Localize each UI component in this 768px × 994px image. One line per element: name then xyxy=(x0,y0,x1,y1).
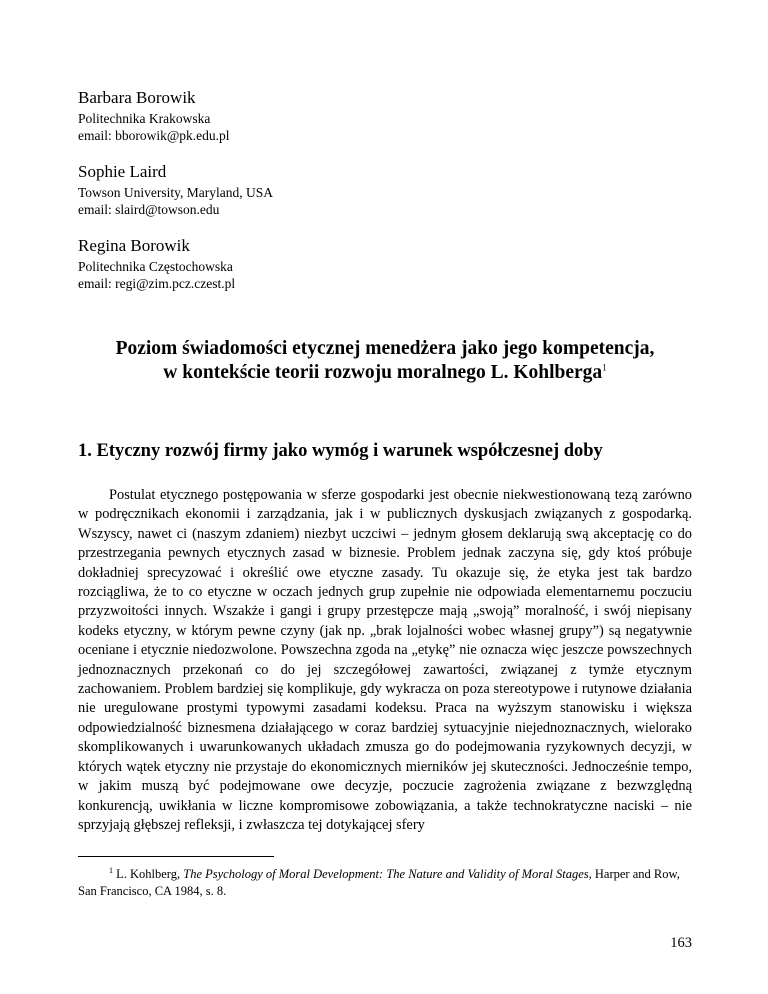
body-paragraph: Postulat etycznego postępowania w sferze gospodarki jest obecnie niekwestionowaną tezą zarówno w podręcznikach ekonomii i zarządzania, jak i w publicznych dyskusjach związanych z gospodarką. Wszyscy, nawet ci (naszym zdaniem) niezbyt uczciwi – jednym głosem deklarują swą akceptację co do przestrzegania pewnych etycznych zasad w biznesie. Problem jednak zaczyna się, gdy ktoś próbuje dokładniej sprecyzować i określić owe etyczne zasady. Tu okazuje się, że etyka jest tak bardzo rozciągliwa, że to co etyczne w oczach jednych grup zupełnie nie odpowiada elementarnemu poczuciu przyzwoitości innych. Wszakże i gangi i grupy przestępcze mają „swoją” moralność, i swój niepisany kodeks etyczny, w którym pewne czyny (jak np. „brak lojalności wobec własnej grupy”) są negatywnie oceniane i etycznie niedozwolone. Powszechna zgoda na „etykę” nie oznacza więc jeszcze powszechnych jednoznacznych przekonań co do jej szczegółowej zawartości, związanej z tymże etycznym zachowaniem. Problem bardziej się komplikuje, gdy wykracza on poza stereotypowe i rutynowe działania nie uregulowane prostymi typowymi zasadami kodeksu. Praca na wyższym stanowisku i większa odpowiedzialność biznesmena działającego w coraz bardziej sytuacyjnie niejednoznacznych, wielorako skomplikowanych i uwarunkowanych układach zmusza go do podejmowania ryzykownych decyzji, w których wątek etyczny nie przystaje do ekonomicznych mierników jej skuteczności. Jednocześnie tempo, w jakim muszą być podejmowane owe decyzje, poczucie zagrożenia związane z bezwzględną konkurencją, uwikłania w liczne kompromisowe zobowiązania, a także technokratyczne naciski – nie sprzyjają głębszej refleksji, i zwłaszcza tej dotykającej sfery xyxy=(78,487,692,833)
author-block-3 xyxy=(78,236,235,292)
title-line-1: Poziom świadomości etycznej menedżera jako jego kompetencja, xyxy=(115,338,655,359)
author-block-1 xyxy=(78,88,230,144)
author-block-2 xyxy=(78,162,273,218)
author-email: email: regi@zim.pcz.czest.pl xyxy=(78,276,236,291)
author-affiliation: Politechnika Częstochowska xyxy=(78,259,233,274)
paper-title xyxy=(78,337,692,385)
author-affiliation: Politechnika Krakowska xyxy=(78,111,211,126)
author-name: Barbara Borowik xyxy=(78,88,196,107)
page-number: 163 xyxy=(670,935,692,951)
author-name: Sophie Laird xyxy=(78,162,167,181)
author-email: email: slaird@towson.edu xyxy=(78,202,220,217)
author-affiliation: Towson University, Maryland, USA xyxy=(78,185,274,200)
author-email: email: bborowik@pk.edu.pl xyxy=(78,128,230,143)
section-heading: 1. Etyczny rozwój firmy jako wymóg i warunek współczesnej doby xyxy=(78,441,603,461)
footnote-book-title: The Psychology of Moral Development: The Nature and Validity of Moral Stages xyxy=(183,867,589,881)
author-name: Regina Borowik xyxy=(78,236,190,255)
footnote-author: L. Kohlberg, xyxy=(116,867,184,881)
footnote-marker: 1 xyxy=(109,865,113,875)
title-line-2: w kontekście teorii rozwoju moralnego L. Kohlberga xyxy=(163,362,603,383)
footnote-publisher: , Harper and Row, San Francisco, CA 1984, s. 8. xyxy=(78,867,680,898)
title-footnote-marker[interactable]: 1 xyxy=(602,362,607,373)
footnote-divider xyxy=(78,856,274,857)
footnote xyxy=(78,866,692,900)
